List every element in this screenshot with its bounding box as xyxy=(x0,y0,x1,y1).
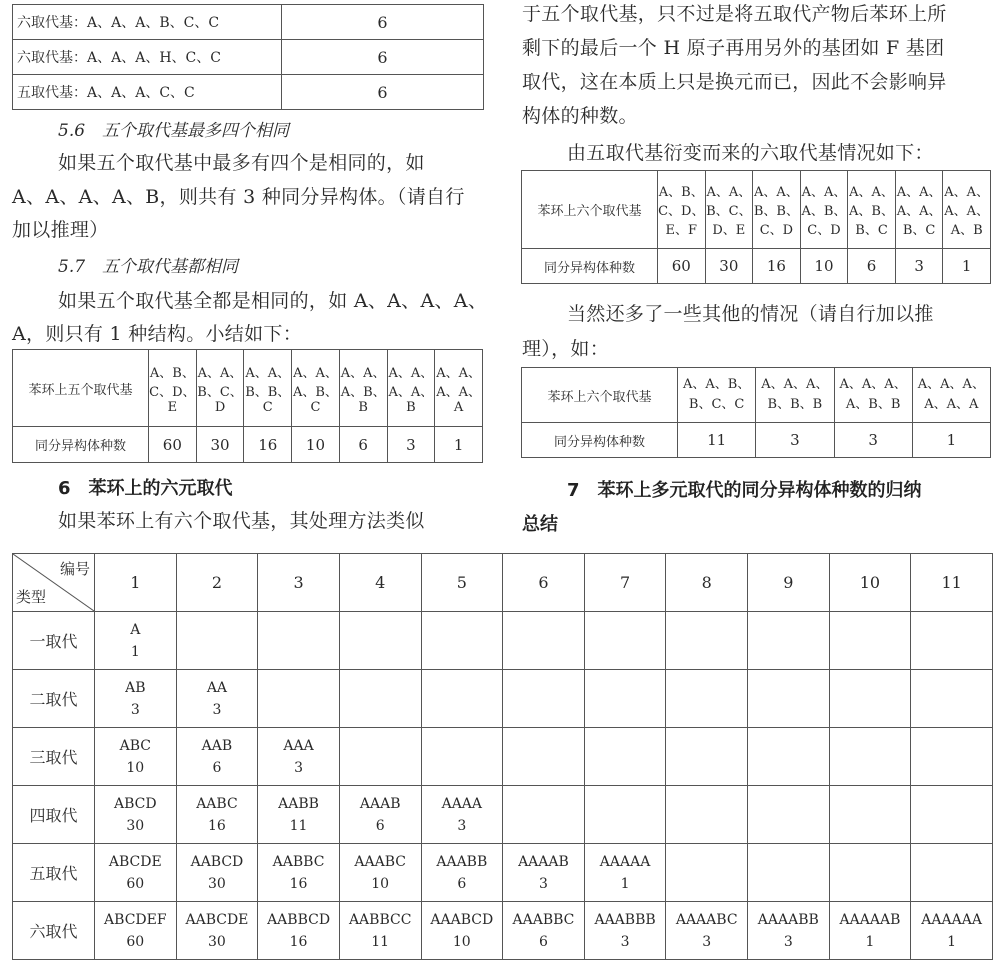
summary-cell xyxy=(176,612,258,670)
substituent-pattern: AAABC xyxy=(354,853,406,870)
summary-cell xyxy=(666,902,748,960)
table-cell: A、B、 C、D、 E、F xyxy=(658,171,706,249)
paragraph-line: 理），如： xyxy=(522,338,610,360)
summary-cell xyxy=(339,786,421,844)
row-label: 苯环上六个取代基 xyxy=(522,368,678,423)
summary-cell xyxy=(339,612,421,670)
column-number: 10 xyxy=(829,554,911,612)
table-cell: 1 xyxy=(435,427,483,463)
summary-row xyxy=(13,728,993,786)
row-label: 六取代基：A、A、A、B、C、C xyxy=(13,5,282,40)
summary-cell xyxy=(911,786,993,844)
corner-cell xyxy=(13,554,95,612)
summary-cell xyxy=(503,612,585,670)
paragraph-line: A、A、A、A、B，则共有 3 种同分异构体。（请自行 xyxy=(12,186,465,208)
paragraph-line: 剩下的最后一个 H 原子再用另外的基团如 F 基团 xyxy=(522,37,945,59)
isomer-count: 6 xyxy=(538,933,548,950)
row-type-label: 一取代 xyxy=(13,612,95,670)
summary-cell xyxy=(829,670,911,728)
substituent-pattern: AAAAA xyxy=(599,853,651,870)
table-cell: 3 xyxy=(756,423,834,458)
substituent-pattern: AAABBC xyxy=(512,911,575,928)
isomer-count: 16 xyxy=(289,933,308,950)
table-cell: 60 xyxy=(658,249,706,284)
summary-cell xyxy=(748,786,830,844)
table-row xyxy=(522,171,991,249)
table-cell: 3 xyxy=(387,427,435,463)
paragraph-line: 构体的种数。 xyxy=(522,105,638,127)
isomer-count: 6 xyxy=(375,817,385,834)
table-cell: A、A、A、 B、B、B xyxy=(756,368,834,423)
isomer-count: 30 xyxy=(208,933,226,950)
summary-cell xyxy=(339,844,421,902)
table-cell: A、A、 A、B、 C、D xyxy=(800,171,848,249)
section-6-title: 6 苯环上的六元取代 xyxy=(58,478,233,499)
row-type-label: 五取代 xyxy=(13,844,95,902)
summary-cell xyxy=(748,844,830,902)
table-cell: 3 xyxy=(834,423,912,458)
summary-cell xyxy=(584,612,666,670)
corner-top-label: 编号 xyxy=(59,560,90,578)
row-type-label: 三取代 xyxy=(13,728,95,786)
summary-cell xyxy=(176,786,258,844)
isomer-count: 3 xyxy=(538,875,548,892)
row-label: 苯环上六个取代基 xyxy=(522,171,658,249)
summary-cell xyxy=(911,844,993,902)
column-number: 1 xyxy=(95,554,177,612)
row-label: 苯环上五个取代基 xyxy=(13,350,149,427)
summary-body xyxy=(13,612,993,960)
other-cases-table xyxy=(521,367,991,458)
summary-cell xyxy=(258,902,340,960)
column-number: 6 xyxy=(503,554,585,612)
summary-cell xyxy=(421,728,503,786)
table-cell: 10 xyxy=(800,249,848,284)
row-count: 6 xyxy=(282,40,484,75)
table-cell: A、A、 A、A、 A、B xyxy=(943,171,991,249)
summary-row xyxy=(13,902,993,960)
summary-cell xyxy=(258,728,340,786)
substituent-pattern: ABCD xyxy=(114,795,157,812)
table-cell: 6 xyxy=(339,427,387,463)
summary-cell xyxy=(584,902,666,960)
column-number: 3 xyxy=(258,554,340,612)
paragraph-line: 取代，这在本质上只是换元而已，因此不会影响异 xyxy=(522,71,947,93)
summary-cell xyxy=(421,670,503,728)
summary-row xyxy=(13,612,993,670)
summary-cell xyxy=(829,728,911,786)
substituent-pattern: AAABB xyxy=(436,853,488,870)
column-number: 2 xyxy=(176,554,258,612)
substituent-pattern: AAAAB xyxy=(518,853,569,870)
summary-row xyxy=(13,844,993,902)
substituent-pattern: AAAAAB xyxy=(839,911,901,928)
summary-cell xyxy=(176,728,258,786)
isomer-count: 10 xyxy=(371,875,390,892)
summary-cell xyxy=(421,902,503,960)
summary-cell xyxy=(176,902,258,960)
summary-cell xyxy=(829,612,911,670)
summary-cell xyxy=(258,670,340,728)
summary-cell xyxy=(584,844,666,902)
summary-header-row xyxy=(13,554,993,612)
isomer-count: 6 xyxy=(457,875,467,892)
table-cell: 11 xyxy=(678,423,756,458)
isomer-count: 3 xyxy=(212,701,222,718)
isomer-count: 16 xyxy=(208,817,226,834)
substituent-pattern: AAABBB xyxy=(594,911,656,928)
summary-cell xyxy=(176,844,258,902)
paragraph-line: 如果苯环上有六个取代基，其处理方法类似 xyxy=(58,510,425,532)
isomer-count: 10 xyxy=(452,933,471,950)
summary-cell xyxy=(748,728,830,786)
table-cell: A、A、 A、A、 A xyxy=(435,350,483,427)
isomer-count: 1 xyxy=(620,875,630,892)
summary-cell xyxy=(503,670,585,728)
section-7-title-cont: 总结 xyxy=(522,514,558,535)
column-number: 4 xyxy=(339,554,421,612)
table-cell: 1 xyxy=(912,423,990,458)
column-number: 9 xyxy=(748,554,830,612)
summary-cell xyxy=(95,786,177,844)
substituent-pattern: A xyxy=(130,621,141,638)
isomer-count: 3 xyxy=(620,933,630,950)
table-cell: A、A、 A、B、 B、C xyxy=(848,171,896,249)
isomer-count: 3 xyxy=(130,701,140,718)
column-number: 7 xyxy=(584,554,666,612)
row-count: 6 xyxy=(282,75,484,110)
table-cell: A、A、 A、A、 B xyxy=(387,350,435,427)
summary-cell xyxy=(911,728,993,786)
table-cell: A、A、 B、B、 C、D xyxy=(753,171,801,249)
five-substituent-table xyxy=(12,349,483,463)
summary-cell xyxy=(666,786,748,844)
summary-cell xyxy=(829,902,911,960)
summary-cell xyxy=(666,728,748,786)
summary-cell xyxy=(421,786,503,844)
table-cell: 16 xyxy=(244,427,292,463)
paragraph-line: 加以推理） xyxy=(12,219,109,241)
summary-row xyxy=(13,786,993,844)
isomer-count: 6 xyxy=(212,759,222,776)
summary-cell xyxy=(748,902,830,960)
table-cell: 30 xyxy=(196,427,244,463)
summary-cell xyxy=(176,670,258,728)
summary-cell xyxy=(95,844,177,902)
substituent-pattern: AAAB xyxy=(359,795,401,812)
summary-cell xyxy=(95,612,177,670)
summary-cell xyxy=(584,728,666,786)
paragraph-line: 如果五个取代基全都是相同的，如 A、A、A、A、 xyxy=(58,290,488,312)
isomer-count: 11 xyxy=(289,817,308,834)
summary-cell xyxy=(339,902,421,960)
paragraph-line: 如果五个取代基中最多有四个是相同的，如 xyxy=(58,152,425,174)
summary-cell xyxy=(503,728,585,786)
table-row xyxy=(522,249,991,284)
table-row xyxy=(13,350,483,427)
summary-cell xyxy=(95,728,177,786)
row-type-label: 四取代 xyxy=(13,786,95,844)
substituent-pattern: AABB xyxy=(278,795,319,812)
substituent-pattern: AABBC xyxy=(272,853,325,870)
corner-bottom-label: 类型 xyxy=(16,588,47,606)
summary-cell xyxy=(503,786,585,844)
isomer-count: 3 xyxy=(783,933,793,950)
table-cell: A、A、 B、C、 D xyxy=(196,350,244,427)
substituent-pattern: AABCD xyxy=(190,853,244,870)
row-type-label: 六取代 xyxy=(13,902,95,960)
row-label: 同分异构体种数 xyxy=(522,249,658,284)
summary-cell xyxy=(911,902,993,960)
table-row xyxy=(13,5,484,40)
section-5-6-title: 5.6 五个取代基最多四个相同 xyxy=(58,121,290,141)
summary-cell xyxy=(258,786,340,844)
table-row xyxy=(522,368,991,423)
isomer-count: 30 xyxy=(126,817,145,834)
row-label: 同分异构体种数 xyxy=(13,427,149,463)
summary-cell xyxy=(503,844,585,902)
table-cell: A、A、 A、A、 B、C xyxy=(895,171,943,249)
table-cell: A、A、 A、B、 C xyxy=(292,350,340,427)
isomer-count: 11 xyxy=(371,933,390,950)
row-label: 六取代基：A、A、A、H、C、C xyxy=(13,40,282,75)
table-row xyxy=(522,423,991,458)
summary-cell xyxy=(95,902,177,960)
summary-cell xyxy=(911,670,993,728)
column-number: 8 xyxy=(666,554,748,612)
substituent-pattern: ABC xyxy=(119,737,151,754)
paragraph-line: 由五取代基衍变而来的六取代基情况如下： xyxy=(567,142,934,164)
row-label: 同分异构体种数 xyxy=(522,423,678,458)
isomer-count: 3 xyxy=(457,817,467,834)
table-cell: A、B、 C、D、 E xyxy=(149,350,197,427)
row-label: 五取代基：A、A、A、C、C xyxy=(13,75,282,110)
substituent-pattern: AA xyxy=(206,679,228,696)
substituent-pattern: AB xyxy=(125,679,146,696)
isomer-count: 10 xyxy=(126,759,145,776)
table-cell: A、A、B、 B、C、C xyxy=(678,368,756,423)
row-count: 6 xyxy=(282,5,484,40)
summary-cell xyxy=(95,670,177,728)
table-cell: 1 xyxy=(943,249,991,284)
isomer-count: 1 xyxy=(130,643,140,660)
table-cell: 30 xyxy=(705,249,753,284)
summary-cell xyxy=(584,786,666,844)
table-cell: 6 xyxy=(848,249,896,284)
substituent-pattern: AAA xyxy=(283,737,314,754)
summary-cell xyxy=(584,670,666,728)
column-number: 11 xyxy=(911,554,993,612)
summary-cell xyxy=(829,844,911,902)
table-cell: A、A、 B、B、 C xyxy=(244,350,292,427)
table-cell: A、A、 A、B、 B xyxy=(339,350,387,427)
table-row xyxy=(13,75,484,110)
summary-cell xyxy=(666,670,748,728)
table-cell: 10 xyxy=(292,427,340,463)
top-left-table xyxy=(12,4,484,110)
table-cell: 3 xyxy=(895,249,943,284)
table-cell: 16 xyxy=(753,249,801,284)
substituent-pattern: AAAABC xyxy=(675,911,738,928)
isomer-count: 60 xyxy=(126,875,145,892)
isomer-count: 30 xyxy=(208,875,226,892)
six-substituent-table xyxy=(521,170,991,284)
table-cell: 60 xyxy=(149,427,197,463)
summary-cell xyxy=(421,844,503,902)
summary-cell xyxy=(829,786,911,844)
section-5-7-title: 5.7 五个取代基都相同 xyxy=(58,257,239,277)
summary-cell xyxy=(258,612,340,670)
table-cell: A、A、 B、C、 D、E xyxy=(705,171,753,249)
section-7-title: 7 苯环上多元取代的同分异构体种数的归纳 xyxy=(567,480,922,501)
paragraph-line: 当然还多了一些其他的情况（请自行加以推 xyxy=(567,303,934,325)
summary-cell xyxy=(666,844,748,902)
substituent-pattern: ABCDEF xyxy=(104,911,167,928)
table-row xyxy=(13,427,483,463)
substituent-pattern: AABBCC xyxy=(348,911,412,928)
substituent-pattern: AAABCD xyxy=(430,911,494,928)
isomer-count: 16 xyxy=(289,875,308,892)
column-number: 5 xyxy=(421,554,503,612)
row-type-label: 二取代 xyxy=(13,670,95,728)
isomer-count: 60 xyxy=(126,933,145,950)
paragraph-line: A，则只有 1 种结构。小结如下： xyxy=(12,323,302,345)
substituent-pattern: AABC xyxy=(196,795,238,812)
summary-cell xyxy=(339,728,421,786)
substituent-pattern: AABCDE xyxy=(185,911,249,928)
summary-cell xyxy=(748,612,830,670)
summary-cell xyxy=(666,612,748,670)
summary-cell xyxy=(258,844,340,902)
summary-cell xyxy=(503,902,585,960)
summary-cell xyxy=(748,670,830,728)
isomer-count: 1 xyxy=(865,933,875,950)
isomer-count: 3 xyxy=(294,759,304,776)
table-cell: A、A、A、 A、A、A xyxy=(912,368,990,423)
substituent-pattern: AAAABB xyxy=(757,911,819,928)
isomer-count: 1 xyxy=(947,933,957,950)
table-row xyxy=(13,40,484,75)
substituent-pattern: AAAA xyxy=(441,795,483,812)
summary-cell xyxy=(339,670,421,728)
isomer-count: 3 xyxy=(702,933,712,950)
summary-cell xyxy=(421,612,503,670)
table-cell: A、A、A、 A、B、B xyxy=(834,368,912,423)
paragraph-line: 于五个取代基，只不过是将五取代产物后苯环上所 xyxy=(522,3,947,25)
summary-table xyxy=(12,553,993,960)
substituent-pattern: AABBCD xyxy=(267,911,331,928)
substituent-pattern: AAAAAA xyxy=(921,911,982,928)
substituent-pattern: ABCDE xyxy=(108,853,162,870)
substituent-pattern: AAB xyxy=(201,737,233,754)
summary-cell xyxy=(911,612,993,670)
summary-row xyxy=(13,670,993,728)
